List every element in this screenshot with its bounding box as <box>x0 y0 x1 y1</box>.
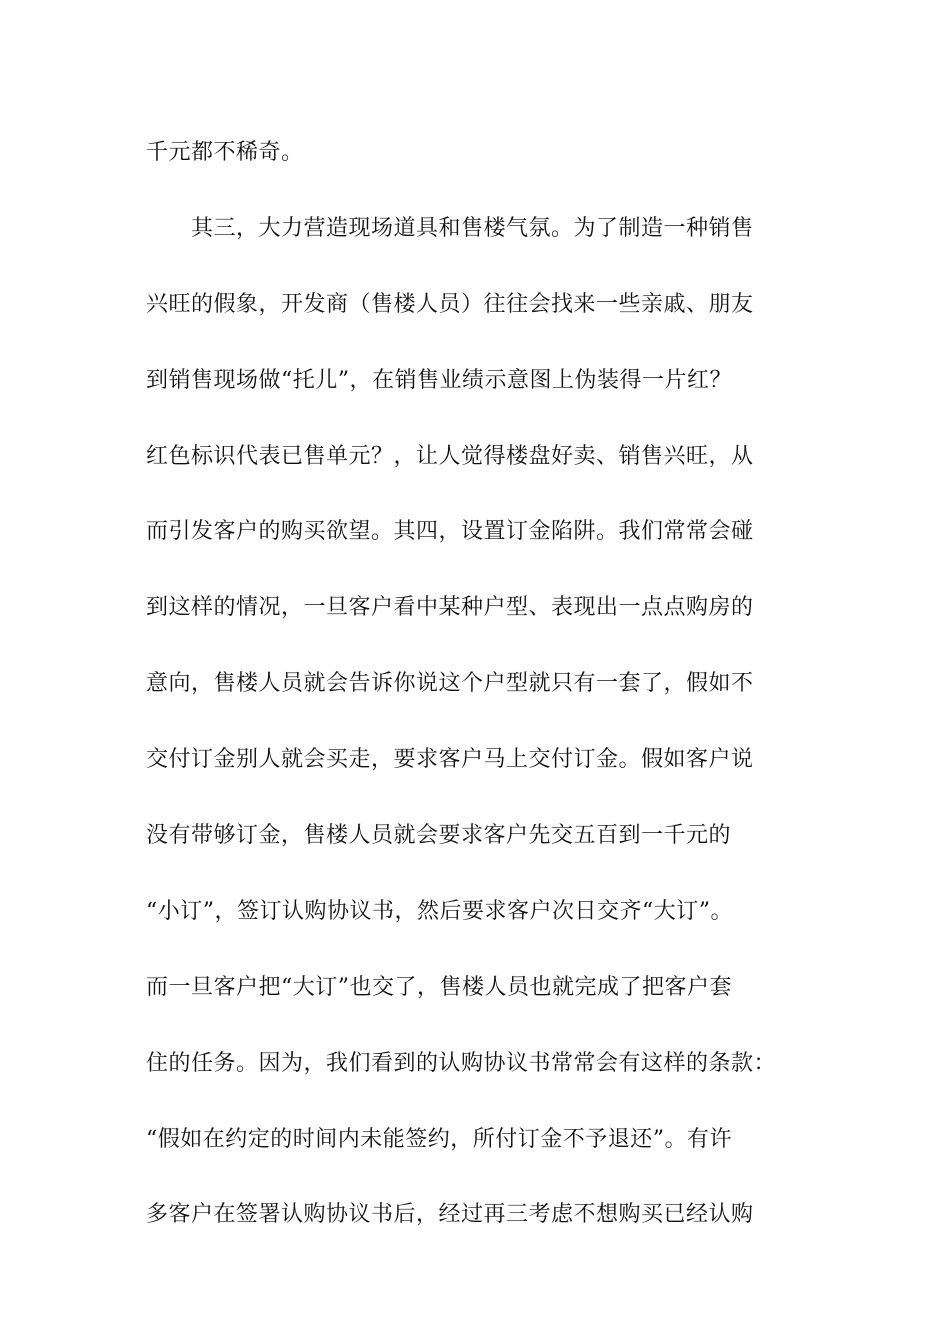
text-line: 住的任务。因为，我们看到的认购协议书常常会有这样的条款： <box>146 1050 777 1076</box>
text-line: 而引发客户的购买欲望。其四，设置订金陷阱。我们常常会碰 <box>146 519 754 545</box>
text-line: 没有带够订金，售楼人员就会要求客户先交五百到一千元的 <box>146 823 732 849</box>
text-line: 其三，大力营造现场道具和售楼气氛。为了制造一种销售 <box>146 215 754 241</box>
text-line: 红色标识代表已售单元？，让人觉得楼盘好卖、销售兴旺，从 <box>146 443 754 469</box>
text-line: 而一旦客户把“大订”也交了，售楼人员也就完成了把客户套 <box>146 974 732 1000</box>
text-line: 兴旺的假象，开发商（售楼人员）往往会找来一些亲戚、朋友 <box>146 291 754 317</box>
text-line: “小订”，签订认购协议书，然后要求客户次日交齐“大订”。 <box>146 898 733 924</box>
text-line: 到这样的情况，一旦客户看中某种户型、表现出一点点购房的 <box>146 595 754 621</box>
text-line: “假如在约定的时间内未能签约，所付订金不予退还”。有许 <box>146 1126 732 1152</box>
text-line: 多客户在签署认购协议书后，经过再三考虑不想购买已经认购 <box>146 1202 754 1228</box>
text-line: 交付订金别人就会买走，要求客户马上交付订金。假如客户说 <box>146 747 754 773</box>
body-text <box>146 128 846 1266</box>
text-line: 到销售现场做“托儿”，在销售业绩示意图上伪装得一片红？ <box>146 367 732 393</box>
text-line: 千元都不稀奇。 <box>146 140 304 165</box>
text-line: 意向，售楼人员就会告诉你说这个户型就只有一套了，假如不 <box>146 671 754 697</box>
